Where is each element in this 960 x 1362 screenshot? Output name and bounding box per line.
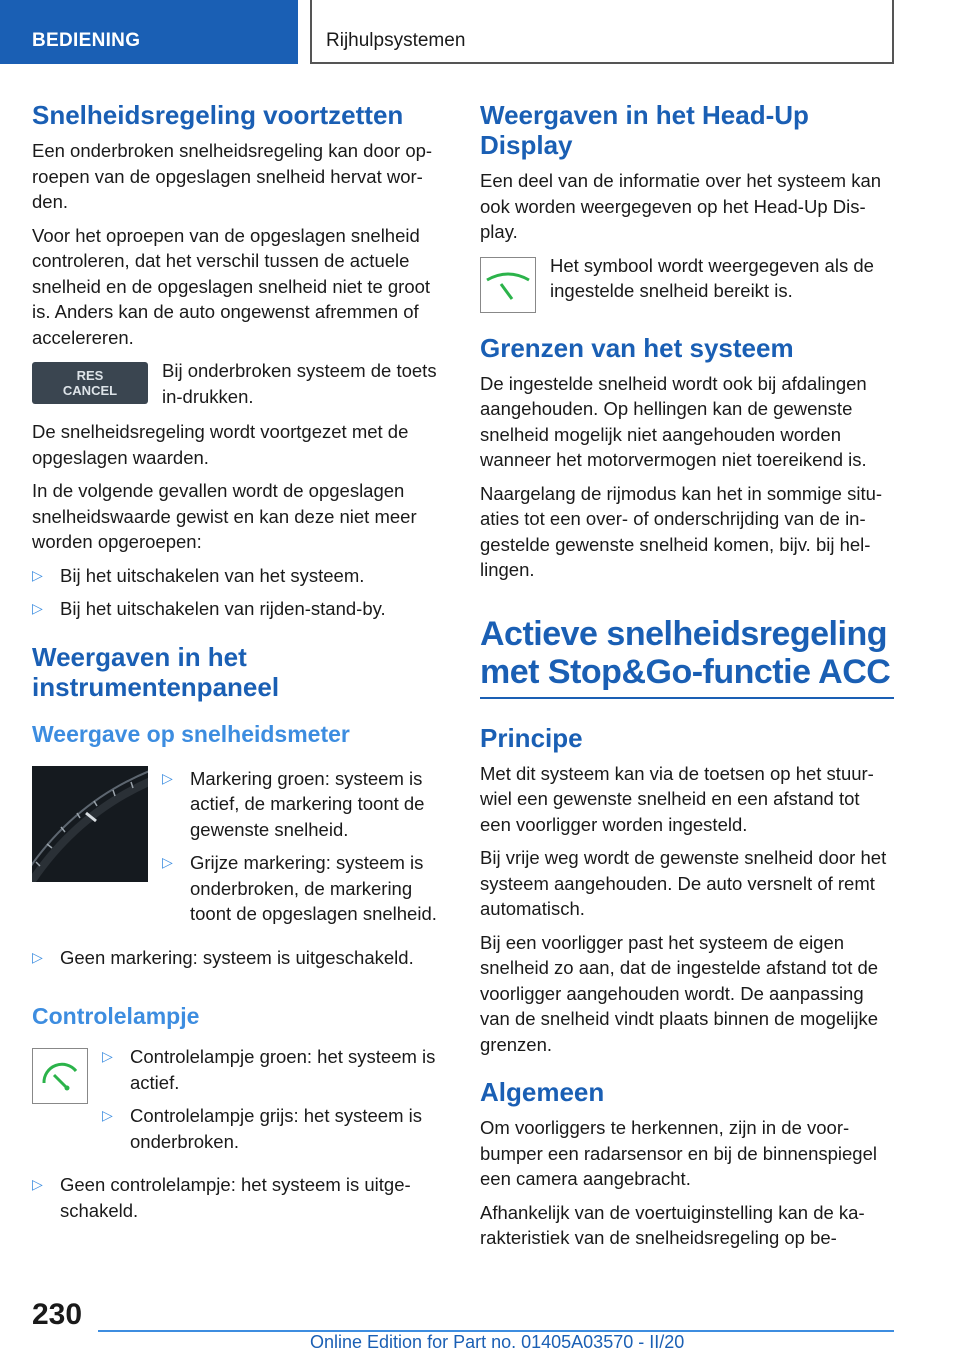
triangle-bullet-icon: ▷: [102, 1048, 113, 1064]
right-column: [480, 100, 894, 1259]
paragraph: In de volgende gevallen wordt de opgeslagen snelheidswaarde gewist en kan deze niet meer worden opgeroepen:: [32, 480, 417, 552]
heading-speedometer: Weergave op snelheidsmeter: [32, 720, 350, 747]
triangle-bullet-icon: ▷: [32, 948, 43, 965]
list-item: [102, 1103, 446, 1154]
left-column: [32, 100, 446, 1231]
paragraph: De snelheidsregeling wordt voortgezet met de opgeslagen waarden.: [32, 421, 409, 468]
triangle-bullet-icon: ▷: [32, 566, 43, 583]
paragraph: Een deel van de informatie over het systeem kan ook worden weergegeven op het Head-Up Dis-play.: [480, 170, 882, 242]
list-item: [32, 563, 446, 589]
list-item-text: Bij het uitschakelen van rijden-stand-by.: [60, 598, 386, 619]
list-item-text: Controlelampje grijs: het systeem is onderbroken.: [130, 1105, 422, 1152]
list-item: [162, 766, 446, 843]
list-item: [32, 945, 446, 971]
heading-principle: Principe: [480, 722, 583, 753]
chapter-title: Rijhulpsystemen: [310, 0, 894, 64]
res-cancel-button-icon: [32, 362, 148, 404]
chapter-heading-acc: Actieve snelheidsregeling met Stop&Go-functie ACC: [480, 614, 891, 691]
paragraph: Om voorliggers te herkennen, zijn in de voor-bumper een radarsensor en bij de binnenspiegel een camera aangebracht.: [480, 1117, 877, 1189]
list-item: [32, 596, 446, 622]
hud-symbol-block: [480, 253, 894, 313]
list-item: [102, 1044, 446, 1095]
triangle-bullet-icon: ▷: [162, 769, 173, 786]
list-item: [162, 850, 446, 927]
section-tab: BEDIENING: [0, 0, 298, 64]
list-item-text: Bij het uitschakelen van het systeem.: [60, 564, 365, 586]
res-instruction: [32, 358, 446, 409]
heading-indicator-lamp: Controlelampje: [32, 1003, 200, 1029]
page-number: 230: [32, 1298, 83, 1331]
hud-speed-icon: [480, 257, 536, 313]
indicator-lamp-block: [32, 1044, 446, 1162]
paragraph: Met dit systeem kan via de toetsen op het stuur-wiel een gewenste snelheid en een afstand tot een voorligger worden ingesteld.: [480, 762, 874, 835]
speedometer-image: [32, 766, 148, 882]
speedometer-block: [32, 766, 446, 935]
res-label: RES: [76, 368, 104, 383]
list-item-text: Controlelampje groen: het systeem is actief.: [130, 1046, 436, 1093]
triangle-bullet-icon: ▷: [162, 854, 173, 870]
paragraph: Bij vrije weg wordt de gewenste snelheid door het systeem aangehouden. De auto versnelt of remt automatisch.: [480, 847, 887, 919]
heading-system-limits: Grenzen van het systeem: [480, 332, 794, 363]
list-item-text: Geen controlelampje: het systeem is uitge-schakeld.: [60, 1174, 411, 1221]
paragraph: Bij een voorligger past het systeem de eigen snelheid zo aan, dat de ingestelde afstand tot de voorligger aangehouden wordt. De aanpassing van de snelheid vindt plaats binnen de mogelijke grenzen.: [480, 931, 879, 1055]
paragraph: Een onderbroken snelheidsregeling kan door op-roepen van de opgeslagen snelheid hervat wor-den.: [32, 140, 433, 212]
paragraph: Voor het oproepen van de opgeslagen snelheid controleren, dat het verschil tussen de actuele snelheid en de opgeslagen snelheid niet te groot is. Anders kan de auto ongewenst afremmen of accelereren.: [32, 224, 431, 348]
speedometer-indicator-icon: [32, 1048, 88, 1104]
heading-resume: Snelheidsregeling voortzetten: [32, 100, 404, 130]
heading-general: Algemeen: [480, 1077, 605, 1107]
list-item-text: Markering groen: systeem is actief, de markering toont de gewenste snelheid.: [190, 767, 425, 840]
cancel-label: CANCEL: [62, 383, 118, 398]
triangle-bullet-icon: ▷: [32, 600, 43, 616]
paragraph: Naargelang de rijmodus kan het in sommige situ-aties tot een over- of onderschrijding van de in-gestelde gewenste snelheid komen, bijv. bij hel-lingen.: [480, 482, 883, 580]
heading-head-up-display: Weergaven in het Head-Up Display: [480, 100, 809, 160]
list-item-text: Geen markering: systeem is uitgeschakeld.: [60, 946, 414, 968]
page-header: [0, 0, 960, 66]
heading-instrument-panel: Weergaven in het instrumentenpaneel: [32, 641, 280, 702]
heading-rule: [480, 697, 894, 699]
list-item: [32, 1172, 446, 1223]
list-item-text: Grijze markering: systeem is onderbroken, de markering toont de opgeslagen snelheid.: [190, 852, 437, 924]
triangle-bullet-icon: ▷: [32, 1176, 43, 1192]
paragraph: Afhankelijk van de voertuiginstelling kan de ka-rakteristiek van de snelheidsregeling op be-: [480, 1201, 865, 1248]
res-text: Bij onderbroken systeem de toets in-drukken.: [162, 360, 437, 407]
hud-text: Het symbool wordt weergegeven als de ingestelde snelheid bereikt is.: [550, 254, 874, 301]
edition-link[interactable]: Online Edition for Part no. 01405A03570 - II/20: [310, 1332, 685, 1352]
paragraph: De ingestelde snelheid wordt ook bij afdalingen aangehouden. Op hellingen kan de gewenste snelheid mogelijk niet aangehouden worden wanneer het motorvermogen niet toereikend is.: [480, 372, 867, 470]
triangle-bullet-icon: ▷: [102, 1107, 113, 1123]
